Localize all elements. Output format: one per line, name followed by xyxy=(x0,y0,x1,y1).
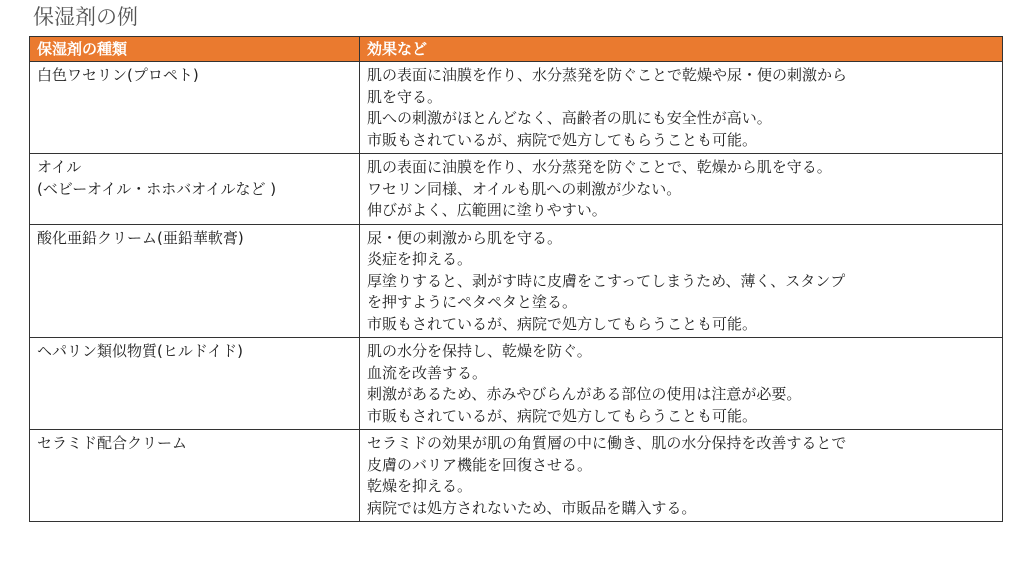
effect-line: 乾燥を抑える。 xyxy=(367,477,473,495)
cell-type xyxy=(30,338,360,430)
table-header-row xyxy=(30,37,1003,62)
table-row xyxy=(30,430,1003,522)
effect-line: 伸びがよく、広範囲に塗りやすい。 xyxy=(367,201,607,219)
type-line: 白色ワセリン(プロペト) xyxy=(37,66,199,84)
effect-line: 厚塗りすると、剥がす時に皮膚をこすってしまうため、薄く、スタンプ xyxy=(367,271,846,290)
cell-type xyxy=(30,430,360,522)
effect-line: 肌の水分を保持し、乾燥を防ぐ。 xyxy=(367,342,592,360)
type-line: (ベビーオイル・ホホバオイルなど ) xyxy=(37,179,277,198)
effect-line: 肌の表面に油膜を作り、水分蒸発を防ぐことで、乾燥から肌を守る。 xyxy=(367,158,832,176)
effect-line: 市販もされているが、病院で処方してもらうことも可能。 xyxy=(367,130,758,149)
page-title: 保湿剤の例 xyxy=(33,5,138,29)
effect-line: 市販もされているが、病院で処方してもらうことも可能。 xyxy=(367,406,758,425)
table-row xyxy=(30,338,1003,430)
type-line: オイル xyxy=(37,158,82,176)
effect-line: セラミドの効果が肌の角質層の中に働き、肌の水分保持を改善するとで xyxy=(367,434,847,452)
effect-line: 尿・便の刺激から肌を守る。 xyxy=(367,228,563,247)
effect-line: 市販もされているが、病院で処方してもらうことも可能。 xyxy=(367,314,758,333)
effect-line: 病院では処方されないため、市販品を購入する。 xyxy=(367,498,697,517)
effect-line: 刺激があるため、赤みやびらんがある部位の使用は注意が必要。 xyxy=(367,385,802,403)
effect-line: 肌の表面に油膜を作り、水分蒸発を防ぐことで乾燥や尿・便の刺激から xyxy=(367,66,848,84)
effect-line: ワセリン同様、オイルも肌への刺激が少ない。 xyxy=(367,179,682,198)
type-line: 酸化亜鉛クリーム(亜鉛華軟膏) xyxy=(37,228,244,247)
cell-type xyxy=(30,154,360,225)
header-effects: 効果など xyxy=(360,37,1003,62)
table-row xyxy=(30,224,1003,338)
effect-line: 肌への刺激がほとんどなく、高齢者の肌にも安全性が高い。 xyxy=(367,109,772,127)
cell-effects xyxy=(360,62,1003,154)
effect-line: を押すようにペタペタと塗る。 xyxy=(367,293,578,311)
table-row xyxy=(30,154,1003,225)
cell-effects xyxy=(360,338,1003,430)
cell-effects xyxy=(360,154,1003,225)
table-row xyxy=(30,62,1003,154)
moisturizer-table xyxy=(29,36,1003,522)
type-line: ヘパリン類似物質(ヒルドイド) xyxy=(37,342,243,360)
effect-line: 皮膚のバリア機能を回復させる。 xyxy=(367,455,593,474)
type-line: セラミド配合クリーム xyxy=(37,434,188,452)
effect-line: 炎症を抑える。 xyxy=(367,250,473,268)
cell-effects xyxy=(360,224,1003,338)
cell-effects xyxy=(360,430,1003,522)
effect-line: 血流を改善する。 xyxy=(367,363,488,382)
effect-line: 肌を守る。 xyxy=(367,87,443,106)
cell-type xyxy=(30,224,360,338)
header-type: 保湿剤の種類 xyxy=(30,37,360,62)
cell-type xyxy=(30,62,360,154)
